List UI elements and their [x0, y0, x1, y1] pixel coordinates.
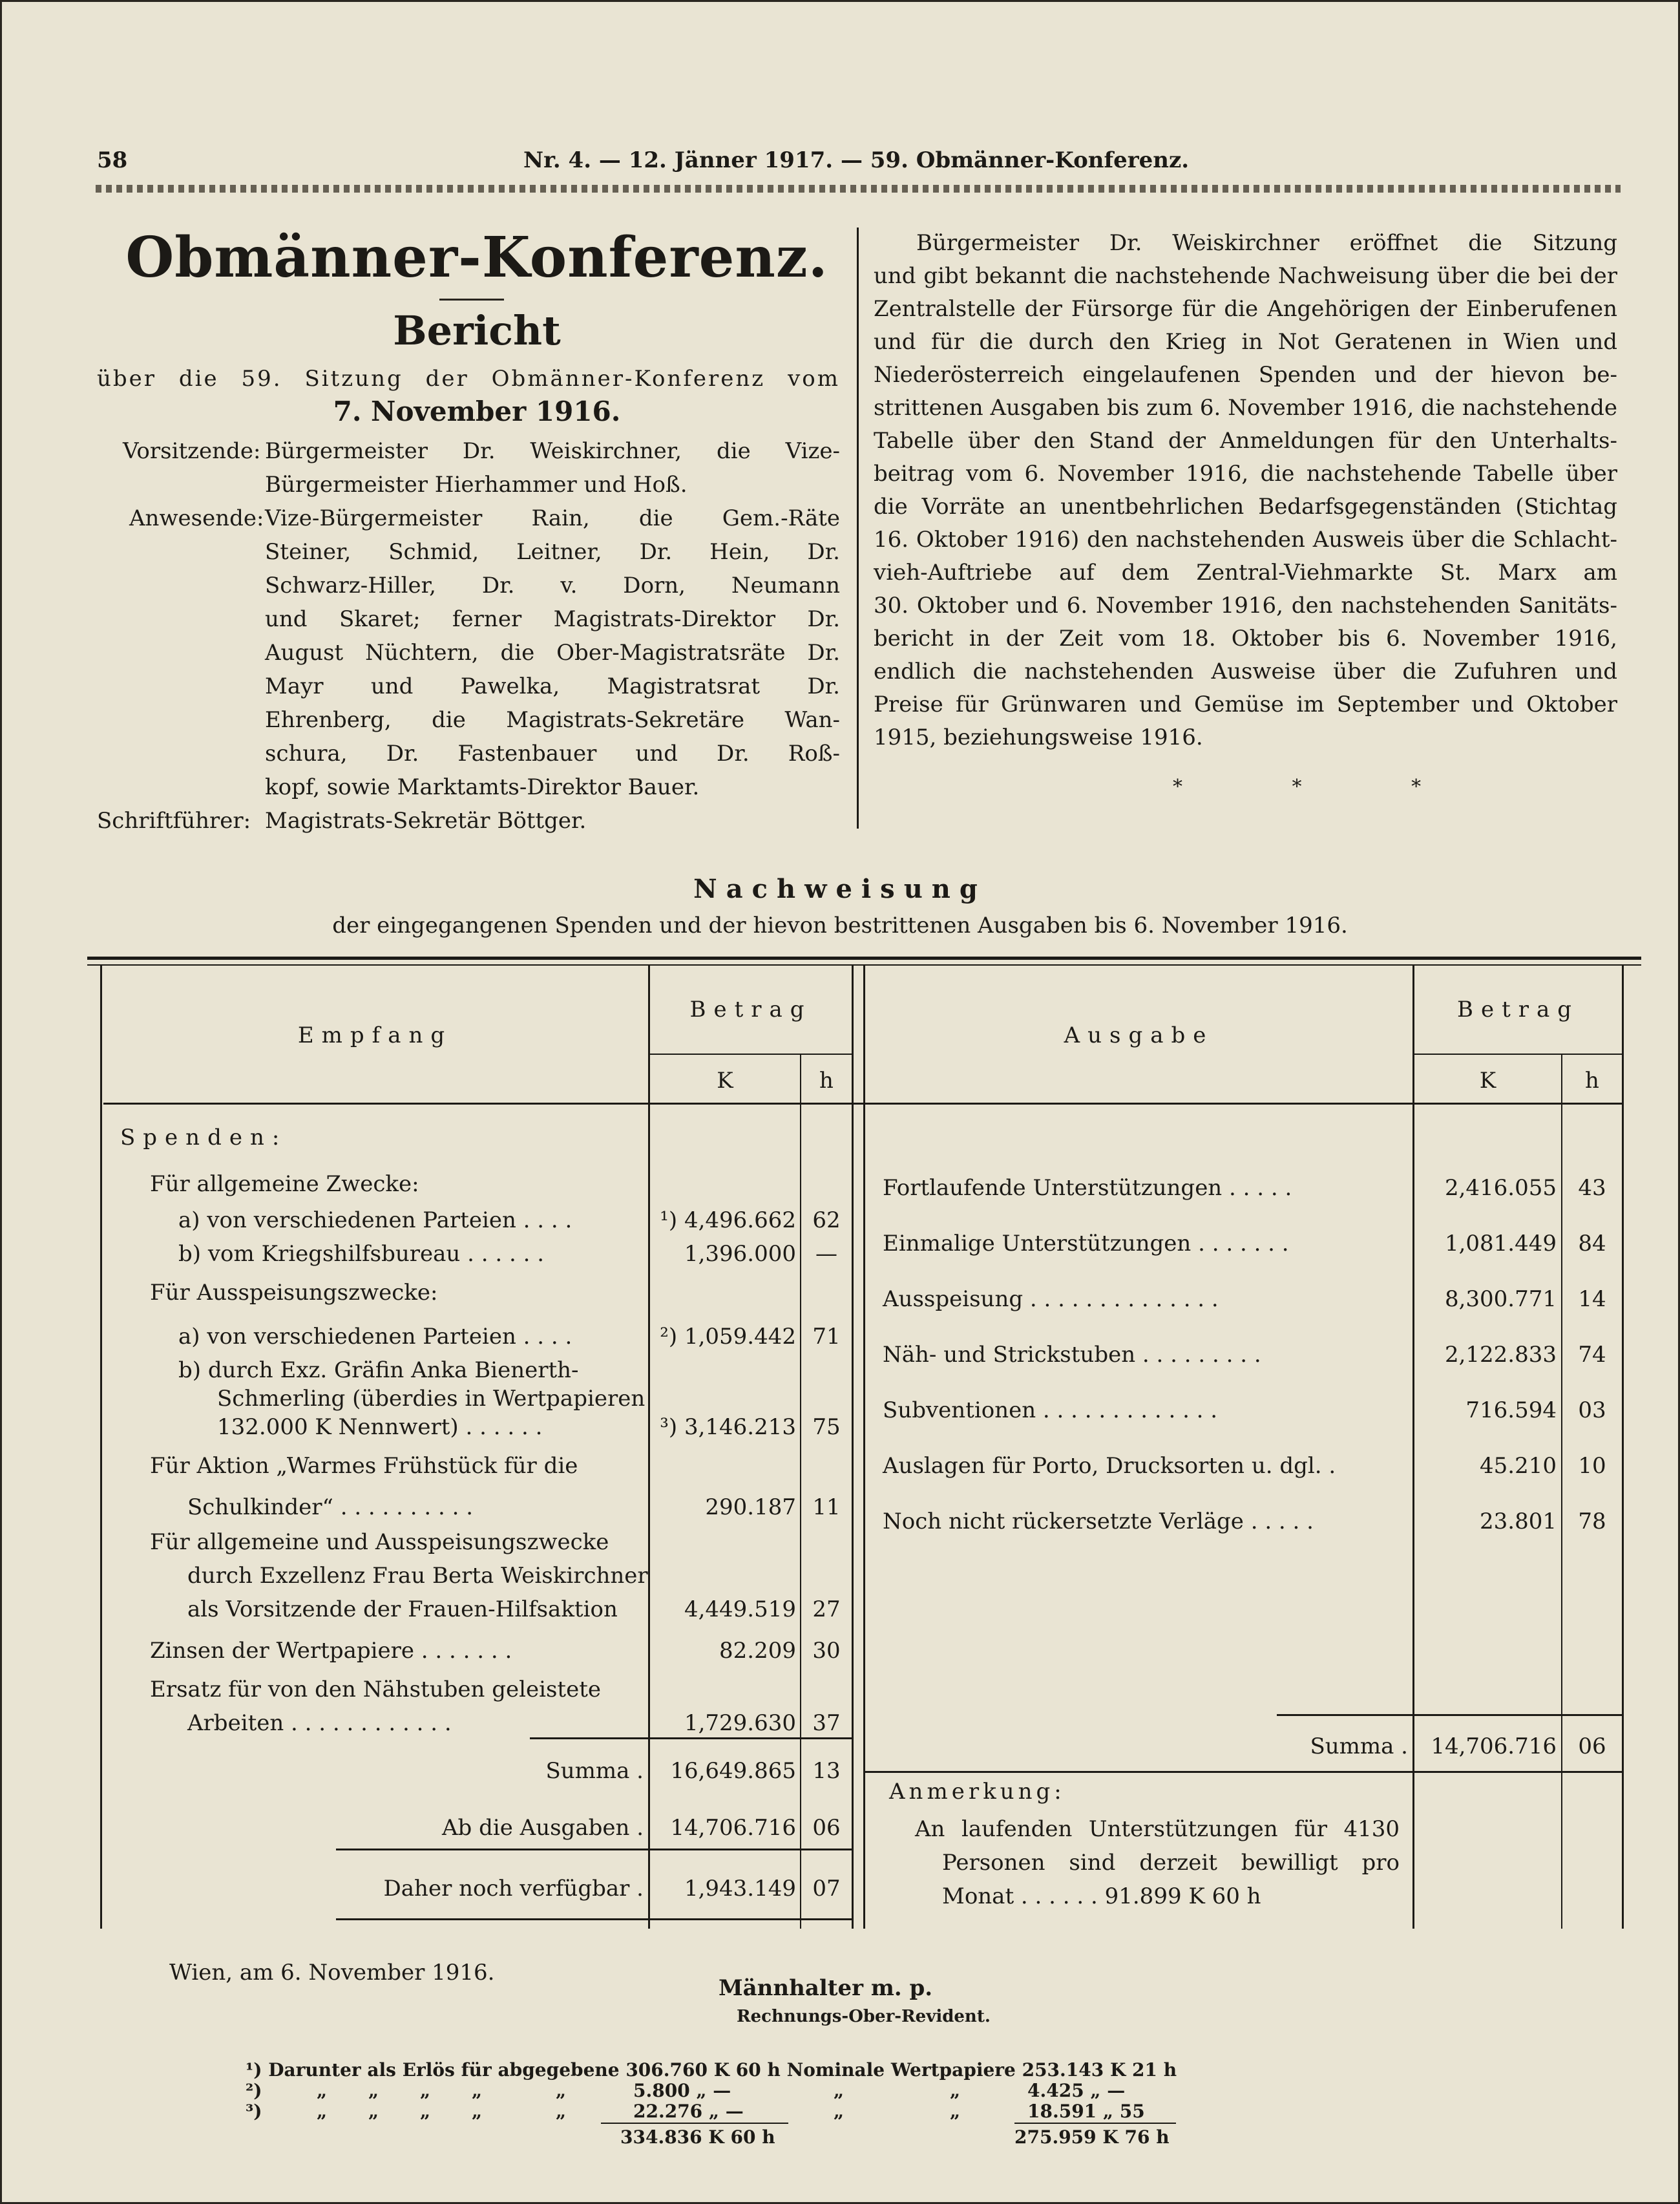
row-label: b) durch Exz. Gräfin Anka Bienerth-: [178, 1357, 579, 1383]
report-heading: Bericht: [393, 307, 561, 354]
present-line: Steiner, Schmid, Leitner, Dr. Hein, Dr.: [265, 539, 840, 565]
ausgaben-label: Ab die Ausgaben .: [441, 1815, 644, 1841]
present-line: August Nüchtern, die Ober-Magistratsräte Dr.: [265, 640, 840, 666]
table-left-border: [100, 966, 102, 1929]
present-line: Mayr und Pawelka, Magistratsrat Dr.: [265, 673, 840, 699]
present-line: schura, Dr. Fastenbauer und Dr. Roß-: [265, 741, 840, 767]
verfuegbar-label: Daher noch verfügbar .: [383, 1876, 644, 1902]
out-k: 716.594: [1465, 1397, 1557, 1423]
out-summa-k: 14,706.716: [1431, 1733, 1557, 1759]
out-h: 03: [1578, 1397, 1606, 1423]
out-h: 84: [1578, 1231, 1606, 1256]
issue-line: Nr. 4. — 12. Jänner 1917. — 59. Obmänner-Konferenz.: [523, 147, 1190, 173]
ditto-mark: „: [472, 2101, 483, 2122]
col-rule: [863, 966, 865, 1929]
out-h: 74: [1578, 1342, 1606, 1368]
title-separator: [439, 299, 504, 301]
summa-label: Summa .: [545, 1758, 644, 1784]
sum-rule: [530, 1737, 852, 1739]
footnote-mark: ²): [246, 2080, 262, 2101]
out-h: 43: [1578, 1175, 1606, 1201]
sum-rule: [865, 1771, 1622, 1773]
verfuegbar-k: 1,943.149: [684, 1876, 796, 1902]
row-label: Für Aktion „Warmes Frühstück für die: [150, 1453, 578, 1479]
ditto-mark: „: [317, 2101, 328, 2122]
sum-rule: [1277, 1714, 1622, 1716]
out-h: 78: [1578, 1509, 1606, 1534]
row-k: 82.209: [719, 1638, 796, 1664]
intro-line: beitrag vom 6. November 1916, die nachstehende Tabelle über: [874, 461, 1617, 487]
row-label: Arbeiten . . . . . . . . . . . .: [187, 1710, 452, 1736]
header-empfang: Empfang: [297, 1023, 453, 1048]
intro-line: die Vorräte an unentbehrlichen Bedarfsgegenständen (Stichtag: [874, 494, 1617, 520]
row-k: ¹) 4,496.662: [660, 1207, 796, 1233]
ditto-mark: „: [834, 2101, 845, 2122]
header-h: h: [1585, 1068, 1599, 1094]
present-line: Ehrenberg, die Magistrats-Sekretäre Wan-: [265, 707, 840, 733]
footnote-value: 5.800 „ —: [633, 2080, 731, 2101]
intro-line: 16. Oktober 1916) den nachstehenden Ausweis über die Schlacht-: [874, 527, 1617, 553]
intro-line: vieh-Auftriebe auf dem Zentral-Viehmarkte St. Marx am: [874, 560, 1617, 586]
header-betrag: Betrag: [689, 997, 812, 1023]
row-h: 30: [812, 1638, 841, 1664]
table-right-border: [1622, 966, 1624, 1929]
row-label: Ersatz für von den Nähstuben geleistete: [150, 1677, 601, 1702]
col-rule: [852, 966, 854, 1929]
note-title: Anmerkung:: [889, 1779, 1066, 1805]
intro-line: endlich die nachstehenden Ausweise über die Zufuhren und: [874, 659, 1617, 684]
row-label: Zinsen der Wertpapiere . . . . . . .: [150, 1638, 512, 1664]
footnote-rule: [601, 2123, 788, 2124]
row-h: 75: [812, 1414, 841, 1440]
intro-line: strittenen Ausgaben bis zum 6. November 1916, die nachstehende: [874, 395, 1617, 421]
row-k: ²) 1,059.442: [660, 1324, 796, 1350]
out-label: Fortlaufende Unterstützungen . . . . .: [883, 1175, 1292, 1201]
note-line: Personen sind derzeit bewilligt pro: [942, 1850, 1400, 1876]
ditto-mark: „: [556, 2080, 567, 2101]
footnote-1: ¹) Darunter als Erlös für abgegebene 306.760 K 60 h Nominale Wertpapiere 253.143 K 21 h: [246, 2059, 1177, 2081]
row-label: Für allgemeine und Ausspeisungszwecke: [150, 1529, 609, 1555]
header-h: h: [819, 1068, 834, 1094]
footnote-value: 22.276 „ —: [633, 2101, 744, 2122]
row-label: b) vom Kriegshilfsbureau . . . . . .: [178, 1241, 544, 1267]
note-line: An laufenden Unterstützungen für 4130: [915, 1816, 1400, 1842]
summa-k: 16,649.865: [670, 1758, 796, 1784]
row-h: 27: [812, 1596, 841, 1622]
row-label: a) von verschiedenen Parteien . . . .: [178, 1207, 572, 1233]
betrag-sub-rule: [1414, 1054, 1624, 1055]
row-h: 11: [812, 1494, 841, 1520]
ditto-mark: „: [556, 2101, 567, 2122]
intro-line: und für die durch den Krieg in Not Geratenen in Wien und: [874, 329, 1617, 355]
chair-line: Bürgermeister Dr. Weiskirchner, die Vize-: [265, 438, 840, 464]
group-label: Für allgemeine Zwecke:: [150, 1171, 419, 1197]
footnote-value: 4.425 „ —: [1027, 2080, 1126, 2101]
ditto-mark: „: [420, 2101, 431, 2122]
ditto-mark: „: [368, 2101, 379, 2122]
intro-line: 1915, beziehungsweise 1916.: [874, 725, 1203, 750]
signer-name: Männhalter m. p.: [719, 1975, 933, 2001]
secretary-label: Schriftführer:: [97, 808, 251, 834]
sum-rule: [336, 1918, 852, 1920]
out-k: 2,416.055: [1444, 1175, 1557, 1201]
intro-line: bericht in der Zeit vom 18. Oktober bis 6. November 1916,: [874, 626, 1617, 652]
intro-line: Niederösterreich eingelaufenen Spenden und der hievon be-: [874, 362, 1617, 388]
footnote-value: 18.591 „ 55: [1027, 2101, 1145, 2122]
ditto-mark: „: [950, 2080, 961, 2101]
page-number: 58: [97, 147, 128, 173]
session-date: 7. November 1916.: [333, 396, 621, 427]
header-rule: [96, 185, 1621, 193]
intro-line: 30. Oktober und 6. November 1916, den nachstehenden Sanitäts-: [874, 593, 1617, 619]
out-label: Auslagen für Porto, Drucksorten u. dgl. .: [883, 1453, 1336, 1479]
row-k: 4,449.519: [684, 1596, 796, 1622]
row-k: ³) 3,146.213: [660, 1414, 796, 1440]
row-label: durch Exzellenz Frau Berta Weiskirchner: [187, 1563, 648, 1589]
note-line: Monat . . . . . . 91.899 K 60 h: [942, 1883, 1261, 1909]
summa-h: 13: [812, 1758, 841, 1784]
out-label: Noch nicht rückersetzte Verläge . . . . .: [883, 1509, 1314, 1534]
row-k: 1,396.000: [684, 1241, 796, 1267]
sum-rule: [336, 1849, 852, 1850]
footnote-total: 334.836 K 60 h: [620, 2126, 775, 2148]
out-k: 23.801: [1480, 1509, 1557, 1534]
session-line: über die 59. Sitzung der Obmänner-Konferenz vom: [97, 366, 840, 392]
row-label: als Vorsitzende der Frauen-Hilfsaktion: [187, 1596, 618, 1622]
header-ausgabe: Ausgabe: [1064, 1023, 1214, 1048]
out-k: 8,300.771: [1444, 1286, 1557, 1312]
present-line: kopf, sowie Marktamts-Direktor Bauer.: [265, 774, 700, 800]
header-k: K: [717, 1068, 733, 1094]
present-line: Vize-Bürgermeister Rain, die Gem.-Räte: [265, 505, 840, 531]
footnote-mark: ³): [246, 2101, 262, 2122]
signer-role: Rechnungs-Ober-Revident.: [737, 2007, 991, 2026]
row-k: 290.187: [705, 1494, 796, 1520]
column-divider: [857, 228, 859, 829]
chair-label: Vorsitzende:: [123, 438, 261, 464]
col-rule: [800, 1055, 801, 1929]
present-label: Anwesende:: [129, 505, 264, 531]
col-rule: [1412, 966, 1414, 1929]
betrag-sub-rule: [649, 1054, 853, 1055]
present-line: Schwarz-Hiller, Dr. v. Dorn, Neumann: [265, 573, 840, 599]
table-top-rule: [87, 957, 1641, 960]
table-subtitle: der eingegangenen Spenden und der hievon bestrittenen Ausgaben bis 6. November 1916.: [332, 913, 1348, 938]
ausgaben-h: 06: [812, 1815, 841, 1841]
row-label: Schmerling (überdies in Wertpapieren: [217, 1386, 646, 1412]
row-k: 1,729.630: [684, 1710, 796, 1736]
out-k: 1,081.449: [1444, 1231, 1557, 1256]
row-h: —: [815, 1241, 837, 1267]
col-rule: [648, 966, 650, 1929]
out-summa-h: 06: [1578, 1733, 1606, 1759]
row-h: 71: [812, 1324, 841, 1350]
out-h: 14: [1578, 1286, 1606, 1312]
intro-line: Zentralstelle der Fürsorge für die Angehörigen der Einberufenen: [874, 296, 1617, 322]
secretary-name: Magistrats-Sekretär Böttger.: [265, 808, 587, 834]
section-stars: * * *: [1173, 776, 1473, 798]
row-label: 132.000 K Nennwert) . . . . . .: [217, 1414, 543, 1440]
row-h: 37: [812, 1710, 841, 1736]
footnote-rule: [1014, 2123, 1176, 2124]
out-k: 2,122.833: [1444, 1342, 1557, 1368]
place-date: Wien, am 6. November 1916.: [169, 1960, 495, 1986]
row-h: 62: [812, 1207, 841, 1233]
ausgaben-k: 14,706.716: [670, 1815, 796, 1841]
footnote-total: 275.959 K 76 h: [1014, 2126, 1170, 2148]
out-h: 10: [1578, 1453, 1606, 1479]
ditto-mark: „: [317, 2080, 328, 2101]
chair-line: Bürgermeister Hierhammer und Hoß.: [265, 472, 688, 498]
verfuegbar-h: 07: [812, 1876, 841, 1902]
row-label: Schulkinder“ . . . . . . . . . .: [187, 1494, 474, 1520]
out-label: Einmalige Unterstützungen . . . . . . .: [883, 1231, 1289, 1256]
page-title: Obmänner-Konferenz.: [125, 225, 828, 290]
intro-line: und gibt bekannt die nachstehende Nachweisung über die bei der: [874, 263, 1617, 289]
intro-line: Tabelle über den Stand der Anmeldungen für den Unterhalts-: [874, 428, 1617, 454]
ditto-mark: „: [950, 2101, 961, 2122]
header-betrag: Betrag: [1456, 997, 1580, 1023]
ditto-mark: „: [368, 2080, 379, 2101]
group-label: Für Ausspeisungszwecke:: [150, 1280, 438, 1306]
out-label: Näh- und Strickstuben . . . . . . . . .: [883, 1342, 1261, 1368]
out-label: Subventionen . . . . . . . . . . . . .: [883, 1397, 1218, 1423]
out-summa-label: Summa .: [1310, 1733, 1408, 1759]
ditto-mark: „: [472, 2080, 483, 2101]
intro-line: Preise für Grünwaren und Gemüse im September und Oktober: [874, 692, 1617, 717]
table-title: Nachweisung: [693, 874, 987, 904]
out-k: 45.210: [1480, 1453, 1557, 1479]
present-line: und Skaret; ferner Magistrats-Direktor Dr.: [265, 606, 840, 632]
ditto-mark: „: [420, 2080, 431, 2101]
header-k: K: [1479, 1068, 1496, 1094]
out-label: Ausspeisung . . . . . . . . . . . . . .: [883, 1286, 1219, 1312]
ditto-mark: „: [834, 2080, 845, 2101]
section-spenden: Spenden:: [120, 1125, 288, 1150]
row-label: a) von verschiedenen Parteien . . . .: [178, 1324, 572, 1350]
intro-line: Bürgermeister Dr. Weiskirchner eröffnet die Sitzung: [916, 230, 1617, 256]
